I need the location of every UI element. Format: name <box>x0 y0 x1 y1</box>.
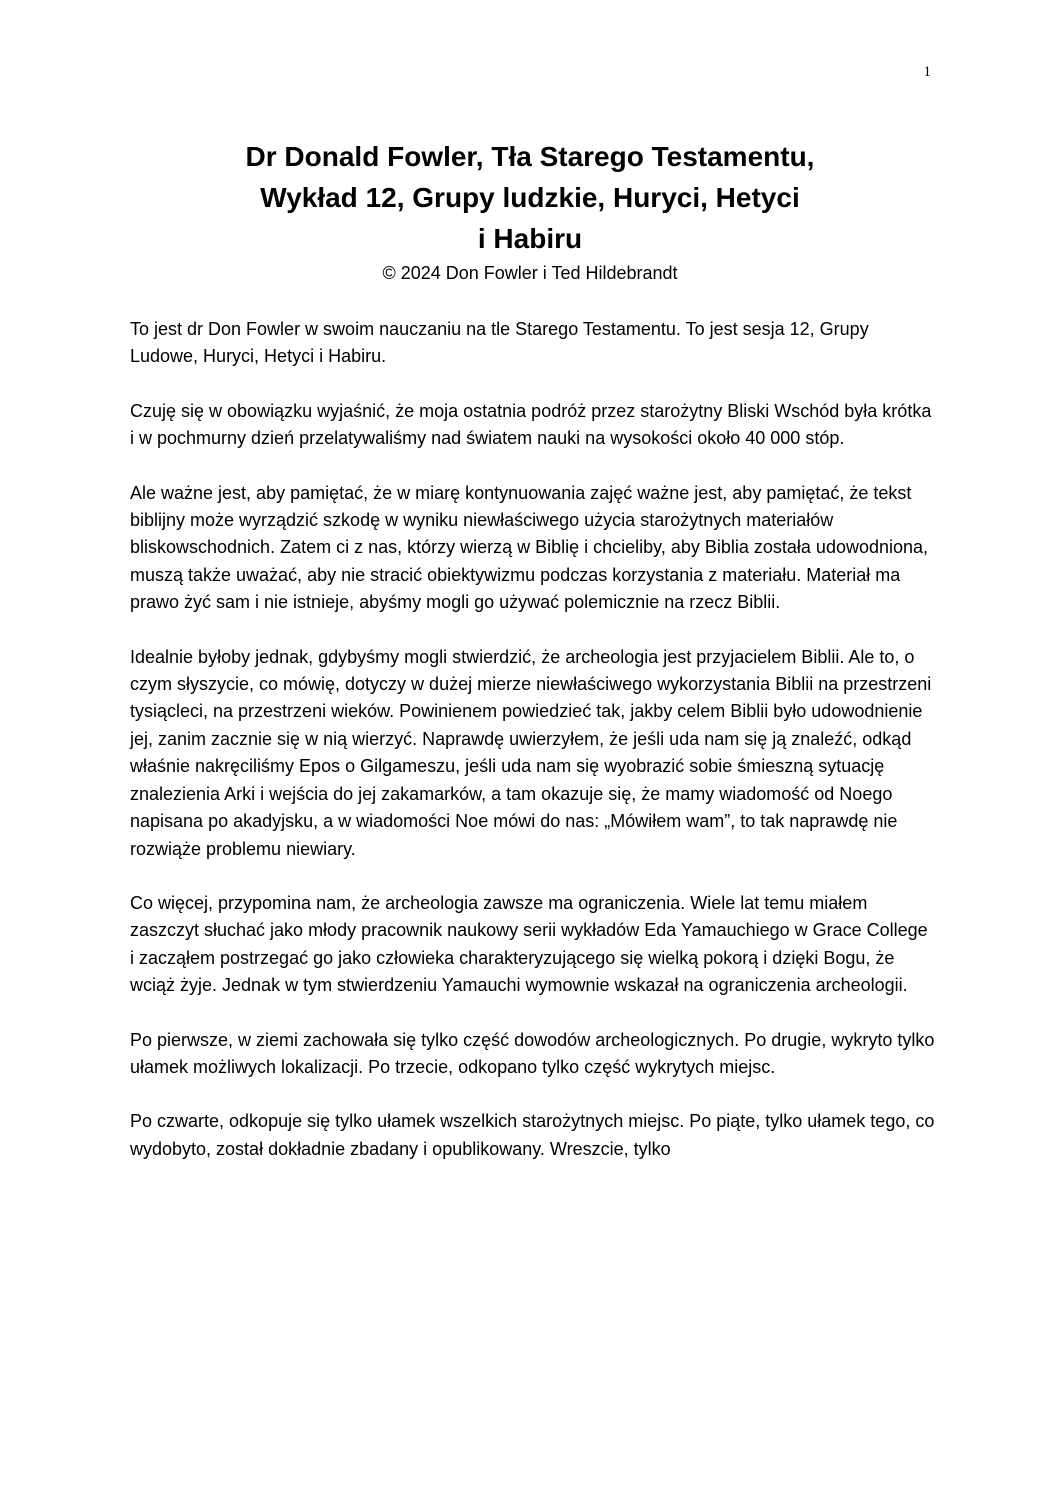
paragraph: Idealnie byłoby jednak, gdybyśmy mogli stwierdzić, że archeologia jest przyjacielem Biblii. Ale to, o czym słyszycie, co mówię, dotyczy w dużej mierze niewłaściwego wykorzystania Biblii na przestrzeni tysiącleci, na przestrzeni wieków. Powinienem powiedzieć tak, jakby celem Biblii było udowodnienie jej, zanim zacznie się w nią wierzyć. Naprawdę uwierzyłem, że jeśli uda nam się ją znaleźć, odkąd właśnie nakręciliśmy Epos o Gilgameszu, jeśli uda nam się wyobrazić sobie śmieszną sytuację znalezienia Arki i wejścia do jej zakamarków, a tam okazuje się, że mamy wiadomość od Noego napisana po akadyjsku, a w wiadomości Noe mówi do nas: „Mówiłem wam”, to tak naprawdę nie rozwiąże problemu niewiary. <box>130 646 932 859</box>
title-line-3: i Habiru <box>477 223 583 254</box>
body-text <box>130 316 935 1190</box>
paragraph: Po czwarte, odkopuje się tylko ułamek wszelkich starożytnych miejsc. Po piąte, tylko ułamek tego, co wydobyto, został dokładnie zbadany i opublikowany. Wreszcie, tylko <box>130 1111 935 1159</box>
paragraph: Ale ważne jest, aby pamiętać, że w miarę kontynuowania zajęć ważne jest, aby pamiętać, że tekst biblijny może wyrządzić szkodę w wyniku niewłaściwego użycia starożytnych materiałów bliskowschodnich. Zatem ci z nas, którzy wierzą w Biblię i chcieliby, aby Biblia została udowodniona, muszą także uważać, aby nie stracić obiektywizmu podczas korzystania z materiału. Materiał ma prawo żyć sam i nie istnieje, abyśmy mogli go używać polemicznie na rzecz Biblii. <box>130 482 929 613</box>
title-block <box>130 136 930 287</box>
paragraph: Czuję się w obowiązku wyjaśnić, że moja ostatnia podróż przez starożytny Bliski Wschód była krótka i w pochmurny dzień przelatywaliśmy nad światem nauki na wysokości około 40 000 stóp. <box>130 400 932 449</box>
title-line-1: Dr Donald Fowler, Tła Starego Testamentu, <box>245 141 815 172</box>
paragraph: Po pierwsze, w ziemi zachowała się tylko część dowodów archeologicznych. Po drugie, wykryto tylko ułamek możliwych lokalizacji. Po trzecie, odkopano tylko część wykrytych miejsc. <box>130 1029 935 1077</box>
page-number: 1 <box>923 64 931 80</box>
paragraph: To jest dr Don Fowler w swoim nauczaniu na tle Starego Testamentu. To jest sesja 12, Grupy Ludowe, Huryci, Hetyci i Habiru. <box>130 319 869 367</box>
title-line-2: Wykład 12, Grupy ludzkie, Huryci, Hetyci <box>260 182 800 213</box>
copyright-line: © 2024 Don Fowler i Ted Hildebrandt <box>382 263 678 283</box>
paragraph: Co więcej, przypomina nam, że archeologia zawsze ma ograniczenia. Wiele lat temu miałem zaszczyt słuchać jako młody pracownik naukowy serii wykładów Eda Yamauchiego w Grace College i zacząłem postrzegać go jako człowieka charakteryzującego się wielką pokorą i dzięki Bogu, że wciąż żyje. Jednak w tym stwierdzeniu Yamauchi wymownie wskazał na ograniczenia archeologii. <box>130 892 928 996</box>
